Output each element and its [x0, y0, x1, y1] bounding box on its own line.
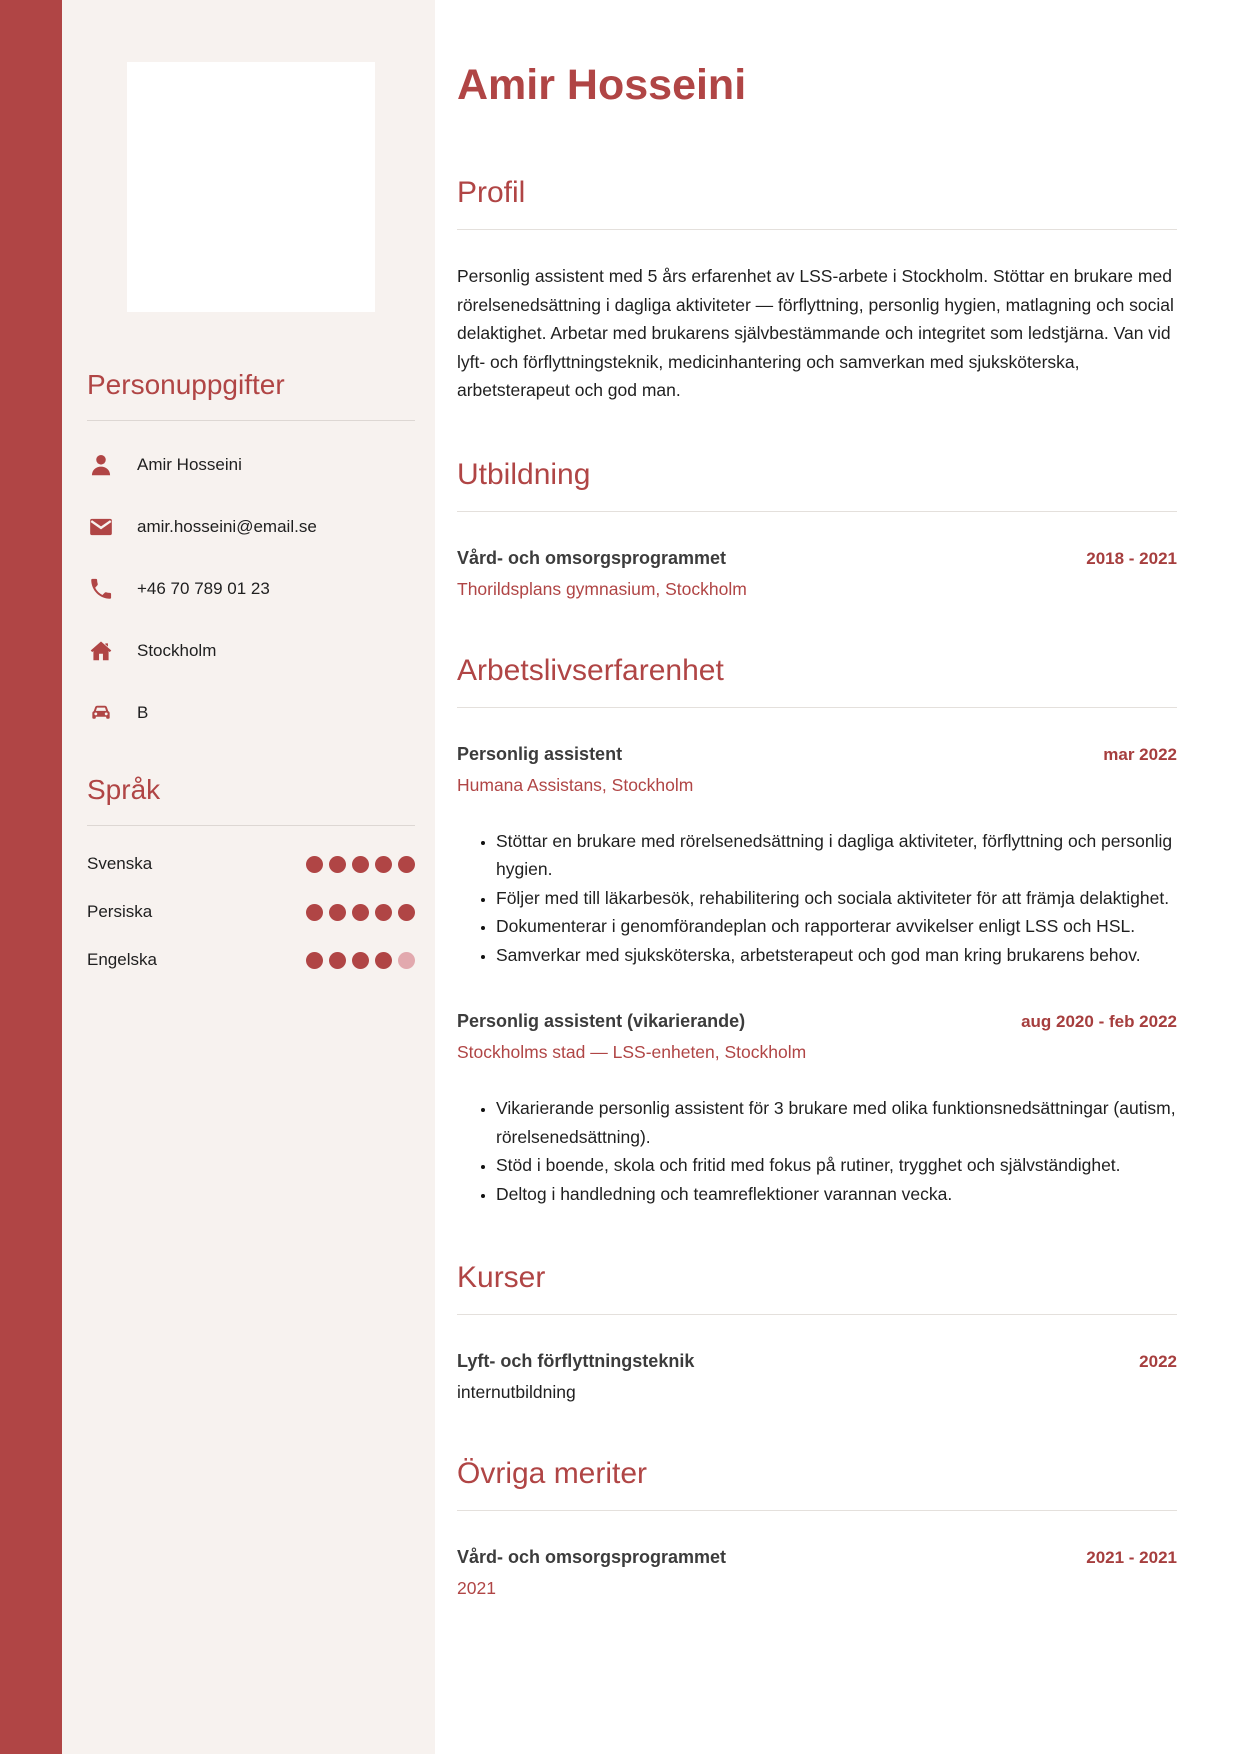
- sidebar-heading-languages: Språk: [87, 774, 161, 805]
- section-heading-arbetslivserfarenhet: Arbetslivserfarenhet: [457, 653, 724, 687]
- job-bullet: • Deltog i handledning och teamreflektioner varannan vecka.: [496, 1180, 1177, 1209]
- level-dot-filled: [375, 952, 392, 969]
- course-entry: [457, 1351, 1177, 1404]
- sidebar-heading-personal: Personuppgifter: [87, 369, 285, 400]
- profile-text: Personlig assistent med 5 års erfarenhet av LSS-arbete i Stockholm. Stöttar en brukare med rörelsenedsättning i dagliga aktiviteter — förflyttning, personlig hygien, matlagning och social delaktighet. Arbetar med brukarens självbestämmande och integritet som ledstjärna. Van vid lyft- och förflyttningsteknik, medicinhantering och samverkan med sjuksköterska, arbetsterapeut och god man.: [457, 266, 1174, 400]
- language-level-dots: [306, 952, 415, 969]
- entry-title: Vård- och omsorgsprogrammet: [457, 547, 727, 568]
- sidebar-divider: [87, 420, 415, 421]
- car-icon: [87, 699, 115, 727]
- entry-title: Personlig assistent: [457, 743, 623, 764]
- contact-item-email: [87, 513, 415, 541]
- entry-date: 2018 - 2021: [1086, 548, 1177, 568]
- entry-title: Lyft- och förflyttningsteknik: [457, 1351, 695, 1371]
- language-row: [87, 854, 415, 874]
- home-icon: [87, 637, 115, 665]
- level-dot-filled: [306, 856, 323, 873]
- job-bullet: • Följer med till läkarbesök, rehabilitering och sociala aktiviteter för att främja delaktighet.: [496, 884, 1177, 913]
- entry-subtitle: Stockholms stad — LSS-enheten, Stockholm: [457, 1042, 807, 1062]
- level-dot-filled: [375, 904, 392, 921]
- job-bullet: • Stöttar en brukare med rörelsenedsättning i dagliga aktiviteter, förflyttning och personlig hygien.: [496, 827, 1177, 884]
- level-dot-filled: [398, 904, 415, 921]
- entry-header: [457, 1547, 1177, 1568]
- language-row: [87, 902, 415, 922]
- education-entry: [457, 548, 1177, 601]
- language-name: Svenska: [87, 854, 153, 873]
- language-level-dots: [306, 904, 415, 921]
- section-divider: [457, 229, 1177, 230]
- page-title: Amir Hosseini: [457, 61, 747, 109]
- entry-date: 2021 - 2021: [1086, 1548, 1177, 1567]
- job-bullet: • Stöd i boende, skola och fritid med fokus på rutiner, trygghet och självständighet.: [496, 1151, 1177, 1180]
- entry-date: 2022: [1139, 1352, 1177, 1371]
- contact-item-name: [87, 451, 415, 479]
- red-sidebar-stripe: [0, 0, 62, 1754]
- level-dot-filled: [352, 856, 369, 873]
- merit-entry: [457, 1547, 1177, 1600]
- level-dot-filled: [306, 952, 323, 969]
- section-divider: [457, 1314, 1177, 1315]
- level-dot-filled: [329, 904, 346, 921]
- level-dot-filled: [329, 856, 346, 873]
- level-dot-filled: [398, 856, 415, 873]
- entry-subtitle: Humana Assistans, Stockholm: [457, 774, 694, 795]
- job-entry: [457, 744, 1177, 970]
- entry-subtitle: Thorildsplans gymnasium, Stockholm: [457, 578, 747, 599]
- contact-list: [87, 451, 415, 727]
- entry-date: mar 2022: [1103, 744, 1177, 764]
- photo-placeholder: [127, 62, 375, 312]
- entry-subtitle: 2021: [457, 1578, 496, 1598]
- section-divider: [457, 511, 1177, 512]
- entry-header: [457, 548, 1177, 569]
- level-dot-filled: [306, 904, 323, 921]
- job-bullet-list: [457, 827, 1177, 970]
- section-heading-profil: Profil: [457, 176, 526, 209]
- entry-header: [457, 1011, 1177, 1032]
- job-bullet: • Vikarierande personlig assistent för 3 brukare med olika funktionsnedsättningar (autism, rörelsenedsättning).: [496, 1094, 1177, 1151]
- phone-icon: [87, 575, 115, 603]
- contact-value: amir.hosseini@email.se: [137, 517, 317, 536]
- job-bullet: • Samverkar med sjuksköterska, arbetsterapeut och god man kring brukarens behov.: [496, 941, 1177, 970]
- envelope-icon: [87, 513, 115, 541]
- entry-header: [457, 1351, 1177, 1372]
- level-dot-empty: [398, 952, 415, 969]
- entry-subtitle: internutbildning: [457, 1382, 576, 1402]
- person-icon: [87, 451, 115, 479]
- section-heading-utbildning: Utbildning: [457, 457, 591, 491]
- language-name: Engelska: [87, 950, 157, 969]
- contact-item-city: [87, 637, 415, 665]
- contact-value: Amir Hosseini: [137, 455, 242, 474]
- language-list: [87, 854, 415, 970]
- section-heading-ovriga-meriter: Övriga meriter: [457, 1457, 648, 1490]
- sidebar-divider: [87, 825, 415, 826]
- language-name: Persiska: [87, 902, 153, 921]
- contact-item-phone: [87, 575, 415, 603]
- section-heading-kurser: Kurser: [457, 1261, 546, 1294]
- contact-item-license: [87, 699, 415, 727]
- level-dot-filled: [352, 952, 369, 969]
- section-divider: [457, 1510, 1177, 1511]
- level-dot-filled: [352, 904, 369, 921]
- entry-date: aug 2020 - feb 2022: [1021, 1012, 1177, 1031]
- contact-value: +46 70 789 01 23: [137, 579, 270, 598]
- sidebar: [62, 0, 435, 1754]
- entry-title: Personlig assistent (vikarierande): [457, 1011, 746, 1031]
- language-row: [87, 950, 415, 970]
- job-entry: [457, 1011, 1177, 1208]
- contact-value: Stockholm: [137, 641, 217, 660]
- entry-header: [457, 744, 1177, 765]
- level-dot-filled: [329, 952, 346, 969]
- main-content: [435, 0, 1241, 1754]
- job-bullet-list: [457, 1094, 1177, 1208]
- level-dot-filled: [375, 856, 392, 873]
- contact-value: B: [137, 703, 149, 722]
- job-bullet: • Dokumenterar i genomförandeplan och rapporterar avvikelser enligt LSS och HSL.: [496, 912, 1177, 941]
- language-level-dots: [306, 856, 415, 873]
- section-divider: [457, 707, 1177, 708]
- entry-title: Vård- och omsorgsprogrammet: [457, 1547, 727, 1567]
